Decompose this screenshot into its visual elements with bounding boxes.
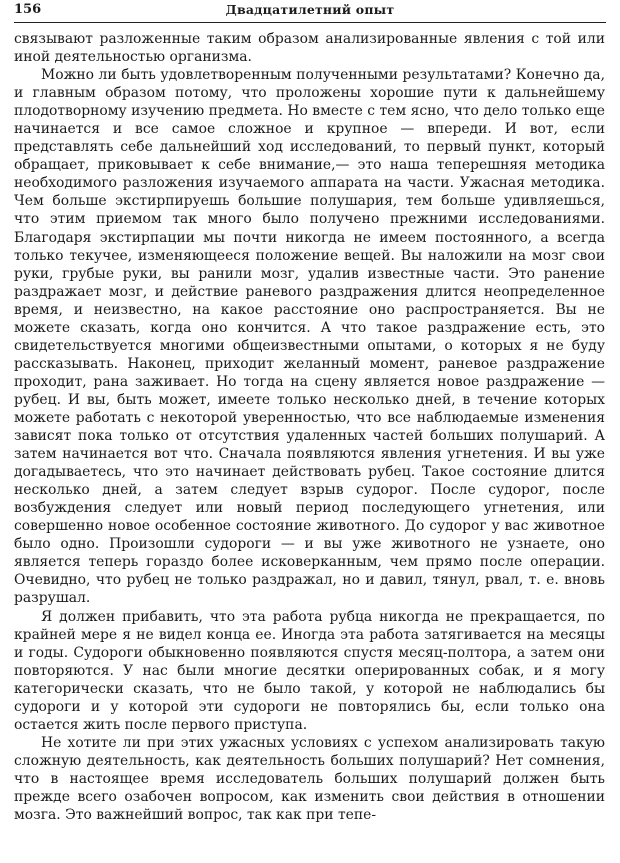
running-head	[14, 2, 606, 23]
paragraph: Можно ли быть удовлетворенным полученными результатами? Конечно да, и главным образом потому, что проложены хорошие пути к дальнейшему плодотворному изучению предмета. Но вместе с тем ясно, что дело только еще начинается и все самое сложное и крупное — впереди. И вот, если представлять себе дальнейший ход исследований, то первый пункт, который обращает, приковывает к себе внимание,— это наша теперешняя методика необходимого разложения изучаемого аппарата на части. Ужасная методика. Чем больше экстирпируешь большие полушария, тем больше удивляешься, что этим приемом так много было получено прежними исследованиями. Благодаря экстирпации мы почти никогда не имеем постоянного, а всегда только текучее, изменяющееся положение вещей. Вы наложили на мозг свои руки, грубые руки, вы ранили мозг, удалив известные части. Это ранение раздражает мозг, и действие раневого раздражения длится неопределенное время, и неизвестно, на какое расстояние оно распространяется. Вы не можете сказать, когда оно кончится. А что такое раздражение есть, это свидетельствуется многими общеизвестными опытами, о которых я не буду рассказывать. Наконец, приходит желанный момент, раневое раздражение проходит, рана заживает. Но тогда на сцену является новое раздражение — рубец. И вы, быть может, имеете только несколько дней, в течение которых можете работать с некоторой уверенностью, что все наблюдаемые изменения зависят пока только от отсутствия удаленных частей больших полушарий. А затем начинается вот что. Сначала появляются явления угнетения. И вы уже догадываетесь, что это начинает действовать рубец. Такое состояние длится несколько дней, а затем следует взрыв судорог. После судорог, после возбуждения следует или новый период последующего угнетения, или совершенно новое особенное состояние животного. До судорог у вас животное было одно. Произошли судороги — и вы уже животного не узнаете, оно является теперь гораздо более исковерканным, чем прямо после операции. Очевидно, что рубец не только раздражал, но и давил, тянул, рвал, т. е. вновь разрушал.	[14, 67, 605, 607]
running-title: Двадцатилетний опыт	[225, 2, 395, 17]
paragraph-continuation: связывают разложенные таким образом анализированные явления с той или иной деятельностью организма.	[14, 31, 605, 66]
body-text	[14, 30, 605, 824]
paragraph: Не хотите ли при этих ужасных условиях с успехом анализировать такую сложную деятельность, как деятельность больших полушарий? Нет сомнения, что в настоящее время исследователь больших полушарий должен быть прежде всего озабочен вопросом, как изменить свои действия в отношении мозга. Это важнейший вопрос, так как при тепе-	[14, 734, 605, 824]
paragraph: Я должен прибавить, что эта работа рубца никогда не прекращается, по крайней мере я не видел конца ее. Иногда эта работа затягивается на месяцы и годы. Судороги обыкновенно появляются спустя месяц-полтора, а затем они повторяются. У нас были многие десятки оперированных собак, и я могу категорически сказать, что не было такой, у которой не наблюдались бы судороги и у которой эти судороги не повторялись бы, если только она остается жить после первого приступа.	[14, 608, 605, 733]
page-number: 156	[14, 2, 42, 17]
